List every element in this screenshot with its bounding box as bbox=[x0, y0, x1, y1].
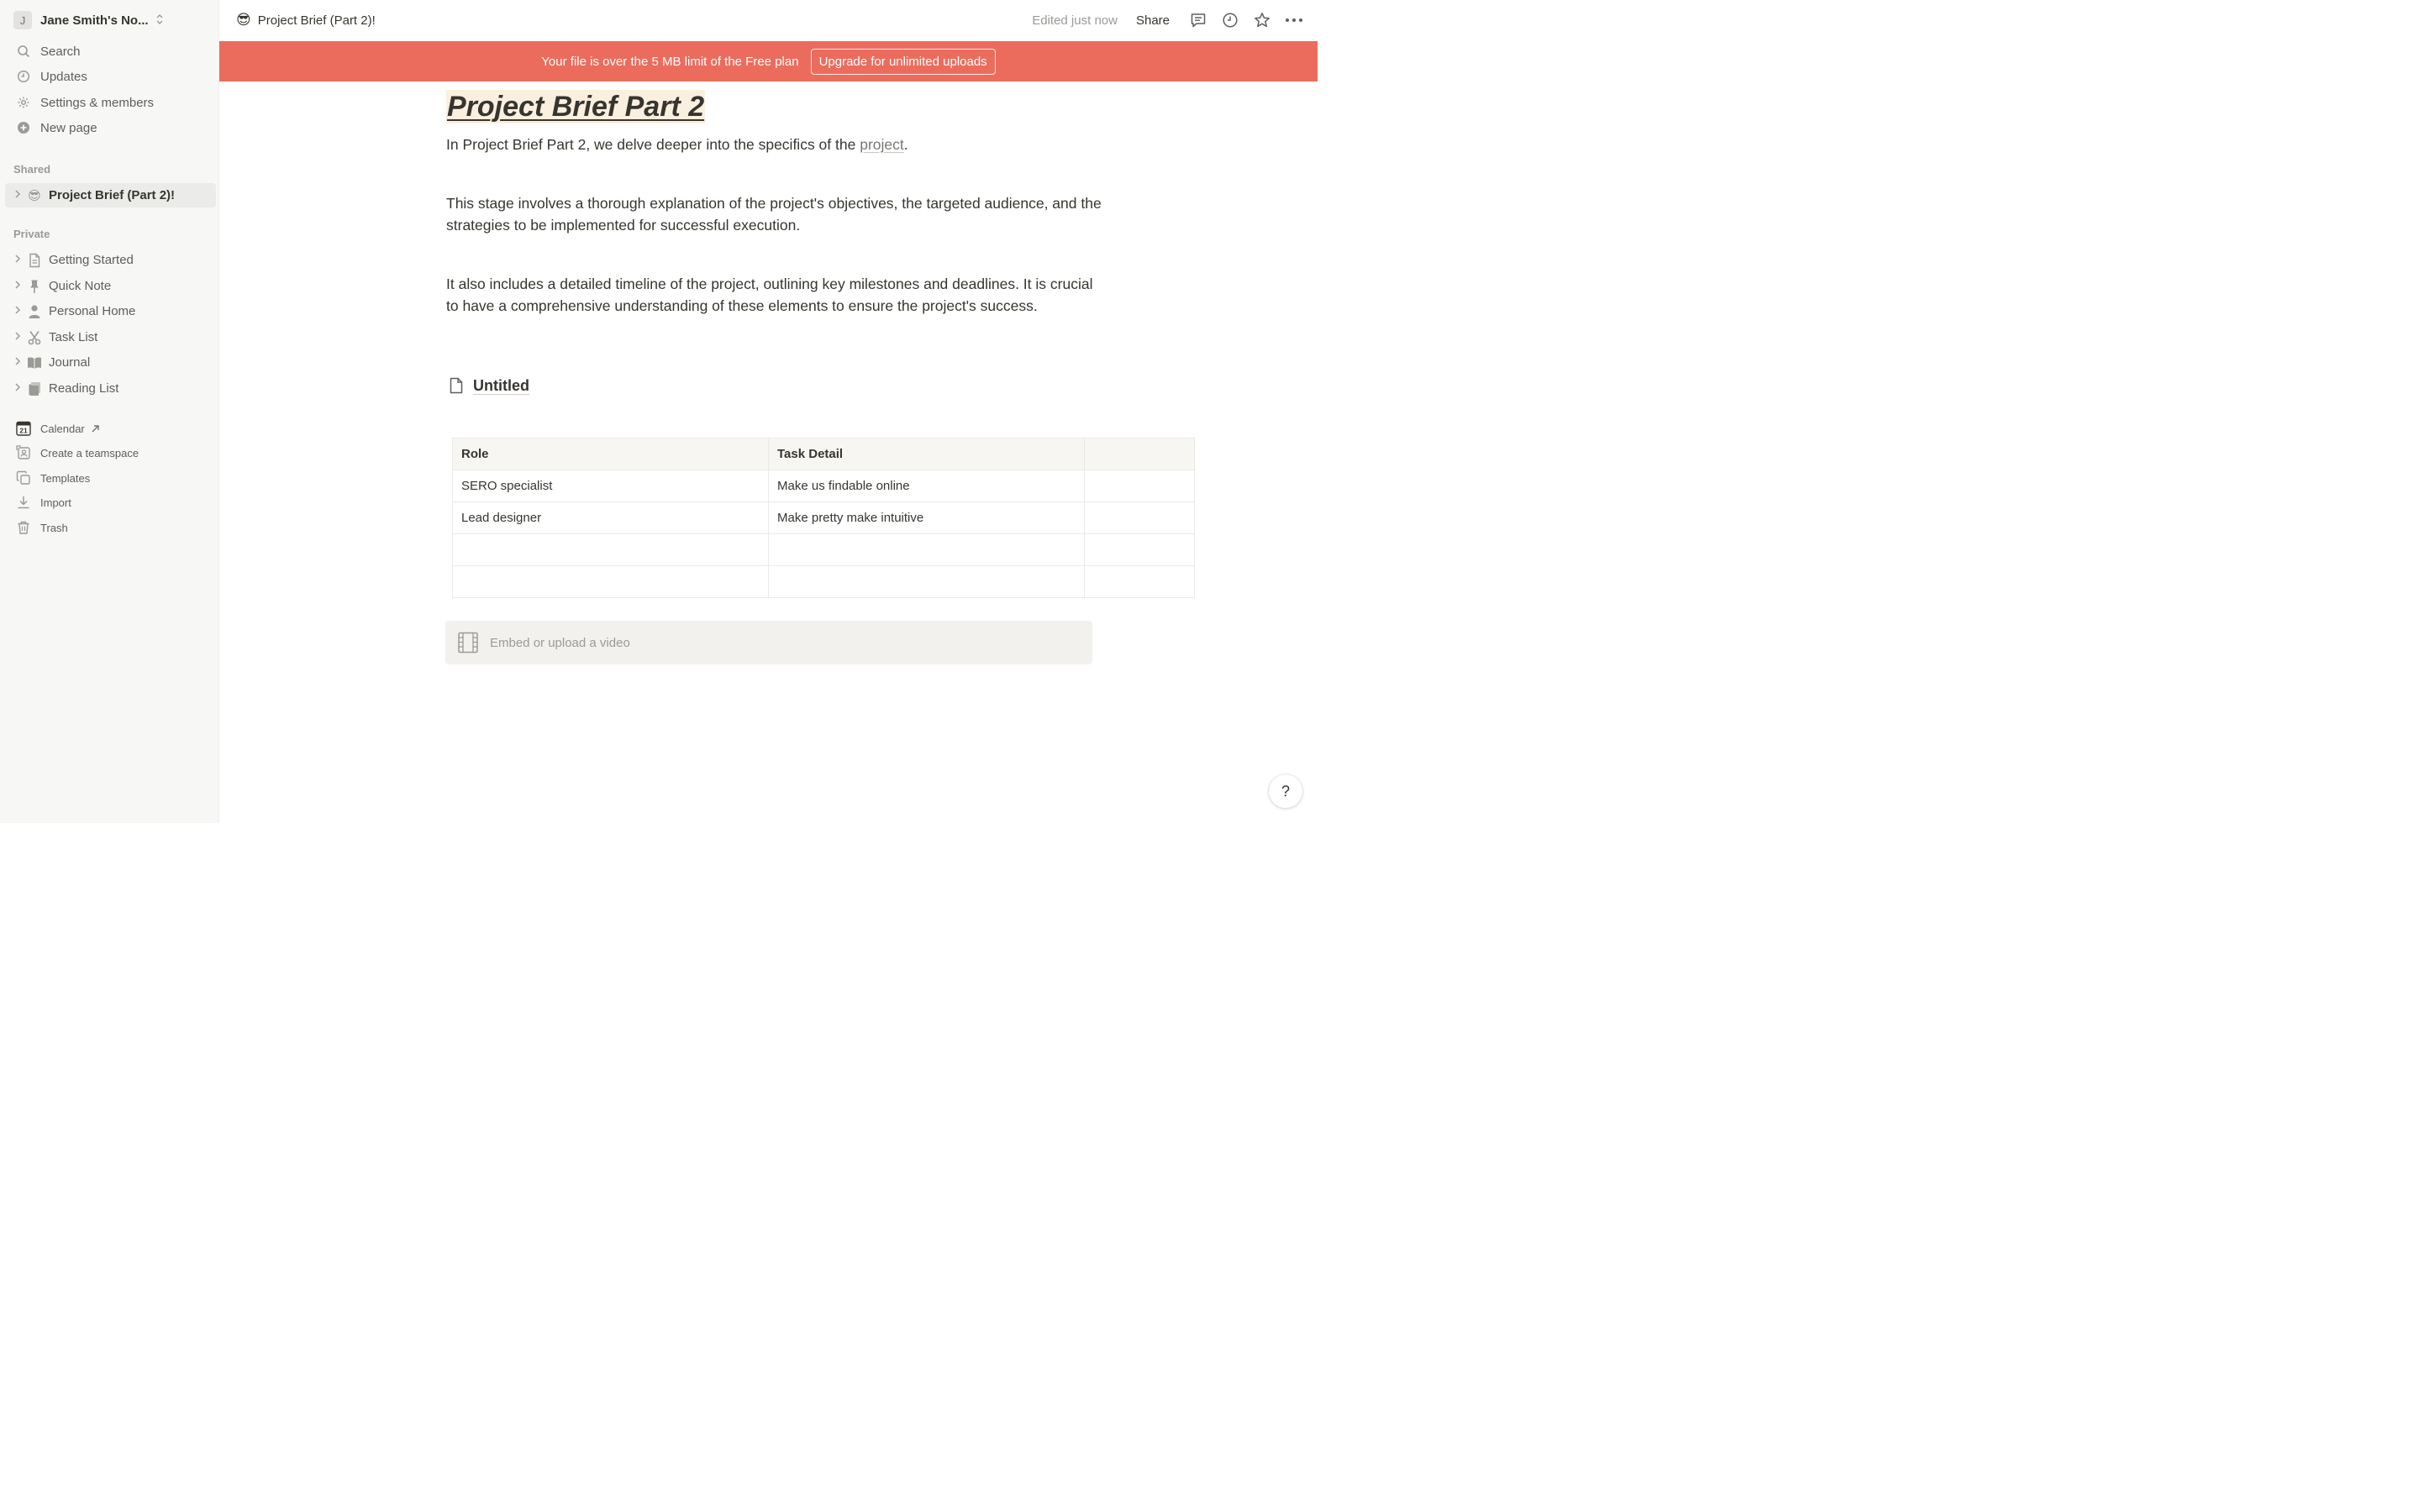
sidebar-page-label: Quick Note bbox=[49, 279, 112, 293]
svg-text:21: 21 bbox=[19, 426, 28, 435]
sidebar-import-label: Import bbox=[40, 496, 71, 509]
document-icon bbox=[25, 251, 44, 270]
upgrade-button[interactable]: Upgrade for unlimited uploads bbox=[811, 49, 996, 75]
templates-icon bbox=[15, 470, 32, 486]
teamspace-icon bbox=[15, 444, 32, 461]
table-cell[interactable] bbox=[453, 534, 769, 566]
page-emoji: 😎 bbox=[28, 188, 41, 203]
sidebar-page-label: Reading List bbox=[49, 381, 119, 396]
sidebar-page-task-list[interactable] bbox=[5, 325, 216, 349]
sidebar-updates[interactable] bbox=[7, 65, 213, 88]
sidebar-page-label: Task List bbox=[49, 330, 98, 344]
history-icon[interactable] bbox=[1218, 8, 1242, 32]
page-title[interactable]: Project Brief Part 2 bbox=[447, 91, 705, 123]
scissors-icon bbox=[25, 328, 44, 347]
sidebar-import[interactable] bbox=[7, 491, 213, 513]
sidebar-page-quick-note[interactable] bbox=[5, 274, 216, 298]
chevron-right-icon[interactable] bbox=[10, 281, 25, 291]
sidebar bbox=[0, 0, 219, 823]
clock-icon bbox=[15, 68, 32, 85]
banner-message: Your file is over the 5 MB limit of the Free plan bbox=[541, 54, 799, 69]
role-table bbox=[452, 438, 1195, 598]
comment-icon[interactable] bbox=[1186, 8, 1210, 32]
video-placeholder-label: Embed or upload a video bbox=[490, 635, 630, 650]
table-row bbox=[453, 566, 1195, 598]
sidebar-page-project-brief[interactable] bbox=[5, 183, 216, 207]
sidebar-create-teamspace-label: Create a teamspace bbox=[40, 446, 139, 459]
table-cell[interactable]: Make pretty make intuitive bbox=[769, 502, 1085, 534]
sidebar-page-label: Personal Home bbox=[49, 304, 136, 318]
books-icon bbox=[25, 380, 44, 398]
plus-circle-icon bbox=[15, 119, 32, 136]
sidebar-new-page-label: New page bbox=[40, 120, 97, 135]
sidebar-page-label: Getting Started bbox=[49, 253, 134, 267]
document-icon bbox=[446, 375, 466, 396]
sidebar-page-personal-home[interactable] bbox=[5, 299, 216, 323]
gear-icon bbox=[15, 94, 32, 111]
paragraph-timeline[interactable]: It also includes a detailed timeline of the project, outlining key milestones and deadlines. It is crucial to have a comprehensive understanding of these elements to ensure the project's success. bbox=[446, 276, 1093, 314]
sidebar-updates-label: Updates bbox=[40, 69, 87, 84]
chevron-right-icon[interactable] bbox=[10, 190, 25, 201]
workspace-avatar: J bbox=[13, 11, 32, 29]
table-cell[interactable] bbox=[769, 534, 1085, 566]
sidebar-templates[interactable] bbox=[7, 467, 213, 489]
table-row bbox=[453, 534, 1195, 566]
table-cell[interactable] bbox=[1085, 534, 1195, 566]
calendar-icon bbox=[15, 420, 32, 437]
chevron-right-icon[interactable] bbox=[10, 306, 25, 317]
table-header-cell[interactable]: Task Detail bbox=[769, 438, 1085, 470]
book-icon bbox=[25, 354, 44, 372]
paragraph-text: In Project Brief Part 2, we delve deeper into the specifics of the bbox=[446, 136, 860, 153]
table-header-row bbox=[453, 438, 1195, 470]
external-arrow-icon bbox=[91, 424, 100, 433]
chevron-right-icon[interactable] bbox=[10, 383, 25, 394]
paragraph-text: . bbox=[903, 136, 908, 153]
table-cell[interactable]: Lead designer bbox=[453, 502, 769, 534]
section-private[interactable]: Private bbox=[13, 228, 50, 240]
breadcrumb[interactable] bbox=[236, 12, 376, 29]
subpage-link[interactable] bbox=[446, 374, 529, 397]
table-cell[interactable]: Make us findable online bbox=[769, 470, 1085, 502]
person-icon bbox=[25, 302, 44, 321]
subpage-label: Untitled bbox=[473, 376, 529, 394]
sidebar-new-page[interactable] bbox=[7, 116, 213, 139]
sidebar-calendar-label: Calendar bbox=[40, 422, 85, 435]
table-cell[interactable] bbox=[1085, 470, 1195, 502]
breadcrumb-title: Project Brief (Part 2)! bbox=[257, 13, 376, 28]
sidebar-calendar[interactable] bbox=[7, 417, 213, 439]
chevron-right-icon[interactable] bbox=[10, 332, 25, 343]
topbar bbox=[219, 0, 1318, 41]
table-cell[interactable] bbox=[1085, 502, 1195, 534]
star-icon[interactable] bbox=[1250, 8, 1274, 32]
sidebar-page-label: Project Brief (Part 2)! bbox=[49, 188, 176, 202]
sidebar-trash[interactable] bbox=[7, 517, 213, 538]
more-icon[interactable] bbox=[1282, 8, 1306, 32]
table-cell[interactable] bbox=[769, 566, 1085, 598]
sidebar-search-label: Search bbox=[40, 44, 81, 59]
topbar-actions bbox=[1032, 8, 1306, 32]
sidebar-page-reading-list[interactable] bbox=[5, 376, 216, 401]
inline-link[interactable]: project bbox=[860, 136, 904, 153]
paragraph-objectives[interactable]: This stage involves a thorough explanation of the project's objectives, the targeted audience, and the strategies to be implemented for successful execution. bbox=[446, 195, 1102, 234]
import-icon bbox=[15, 494, 32, 511]
sidebar-page-getting-started[interactable] bbox=[5, 248, 216, 272]
paragraph-intro[interactable] bbox=[446, 134, 1102, 155]
edited-status: Edited just now bbox=[1032, 13, 1118, 28]
workspace-name: Jane Smith's No... bbox=[40, 13, 149, 28]
film-icon bbox=[456, 631, 480, 654]
sidebar-trash-label: Trash bbox=[40, 521, 68, 534]
table-cell[interactable] bbox=[453, 566, 769, 598]
table-header-cell[interactable]: Role bbox=[453, 438, 769, 470]
sidebar-templates-label: Templates bbox=[40, 471, 91, 485]
sidebar-page-label: Journal bbox=[49, 355, 91, 370]
sidebar-search[interactable] bbox=[7, 39, 213, 63]
storage-limit-banner bbox=[219, 41, 1318, 81]
help-button[interactable]: ? bbox=[1269, 774, 1302, 808]
share-button[interactable]: Share bbox=[1135, 13, 1170, 28]
chevron-updown-icon bbox=[155, 13, 164, 28]
table-row bbox=[453, 470, 1195, 502]
workspace-switcher[interactable] bbox=[7, 7, 213, 34]
table-cell[interactable] bbox=[1085, 566, 1195, 598]
pin-icon bbox=[25, 277, 44, 296]
sidebar-settings-label: Settings & members bbox=[40, 95, 155, 110]
chevron-right-icon[interactable] bbox=[10, 357, 25, 368]
table-header-cell[interactable] bbox=[1085, 438, 1195, 470]
video-embed-block[interactable] bbox=[445, 621, 1092, 664]
page-emoji: 😎 bbox=[236, 12, 251, 28]
table-cell[interactable]: SERO specialist bbox=[453, 470, 769, 502]
table-row bbox=[453, 502, 1195, 534]
sidebar-create-teamspace[interactable] bbox=[7, 442, 213, 464]
section-shared[interactable]: Shared bbox=[13, 163, 51, 176]
search-icon bbox=[15, 43, 32, 60]
chevron-right-icon[interactable] bbox=[10, 255, 25, 265]
sidebar-settings[interactable] bbox=[7, 91, 213, 114]
trash-icon bbox=[15, 519, 32, 536]
sidebar-page-journal[interactable] bbox=[5, 350, 216, 375]
